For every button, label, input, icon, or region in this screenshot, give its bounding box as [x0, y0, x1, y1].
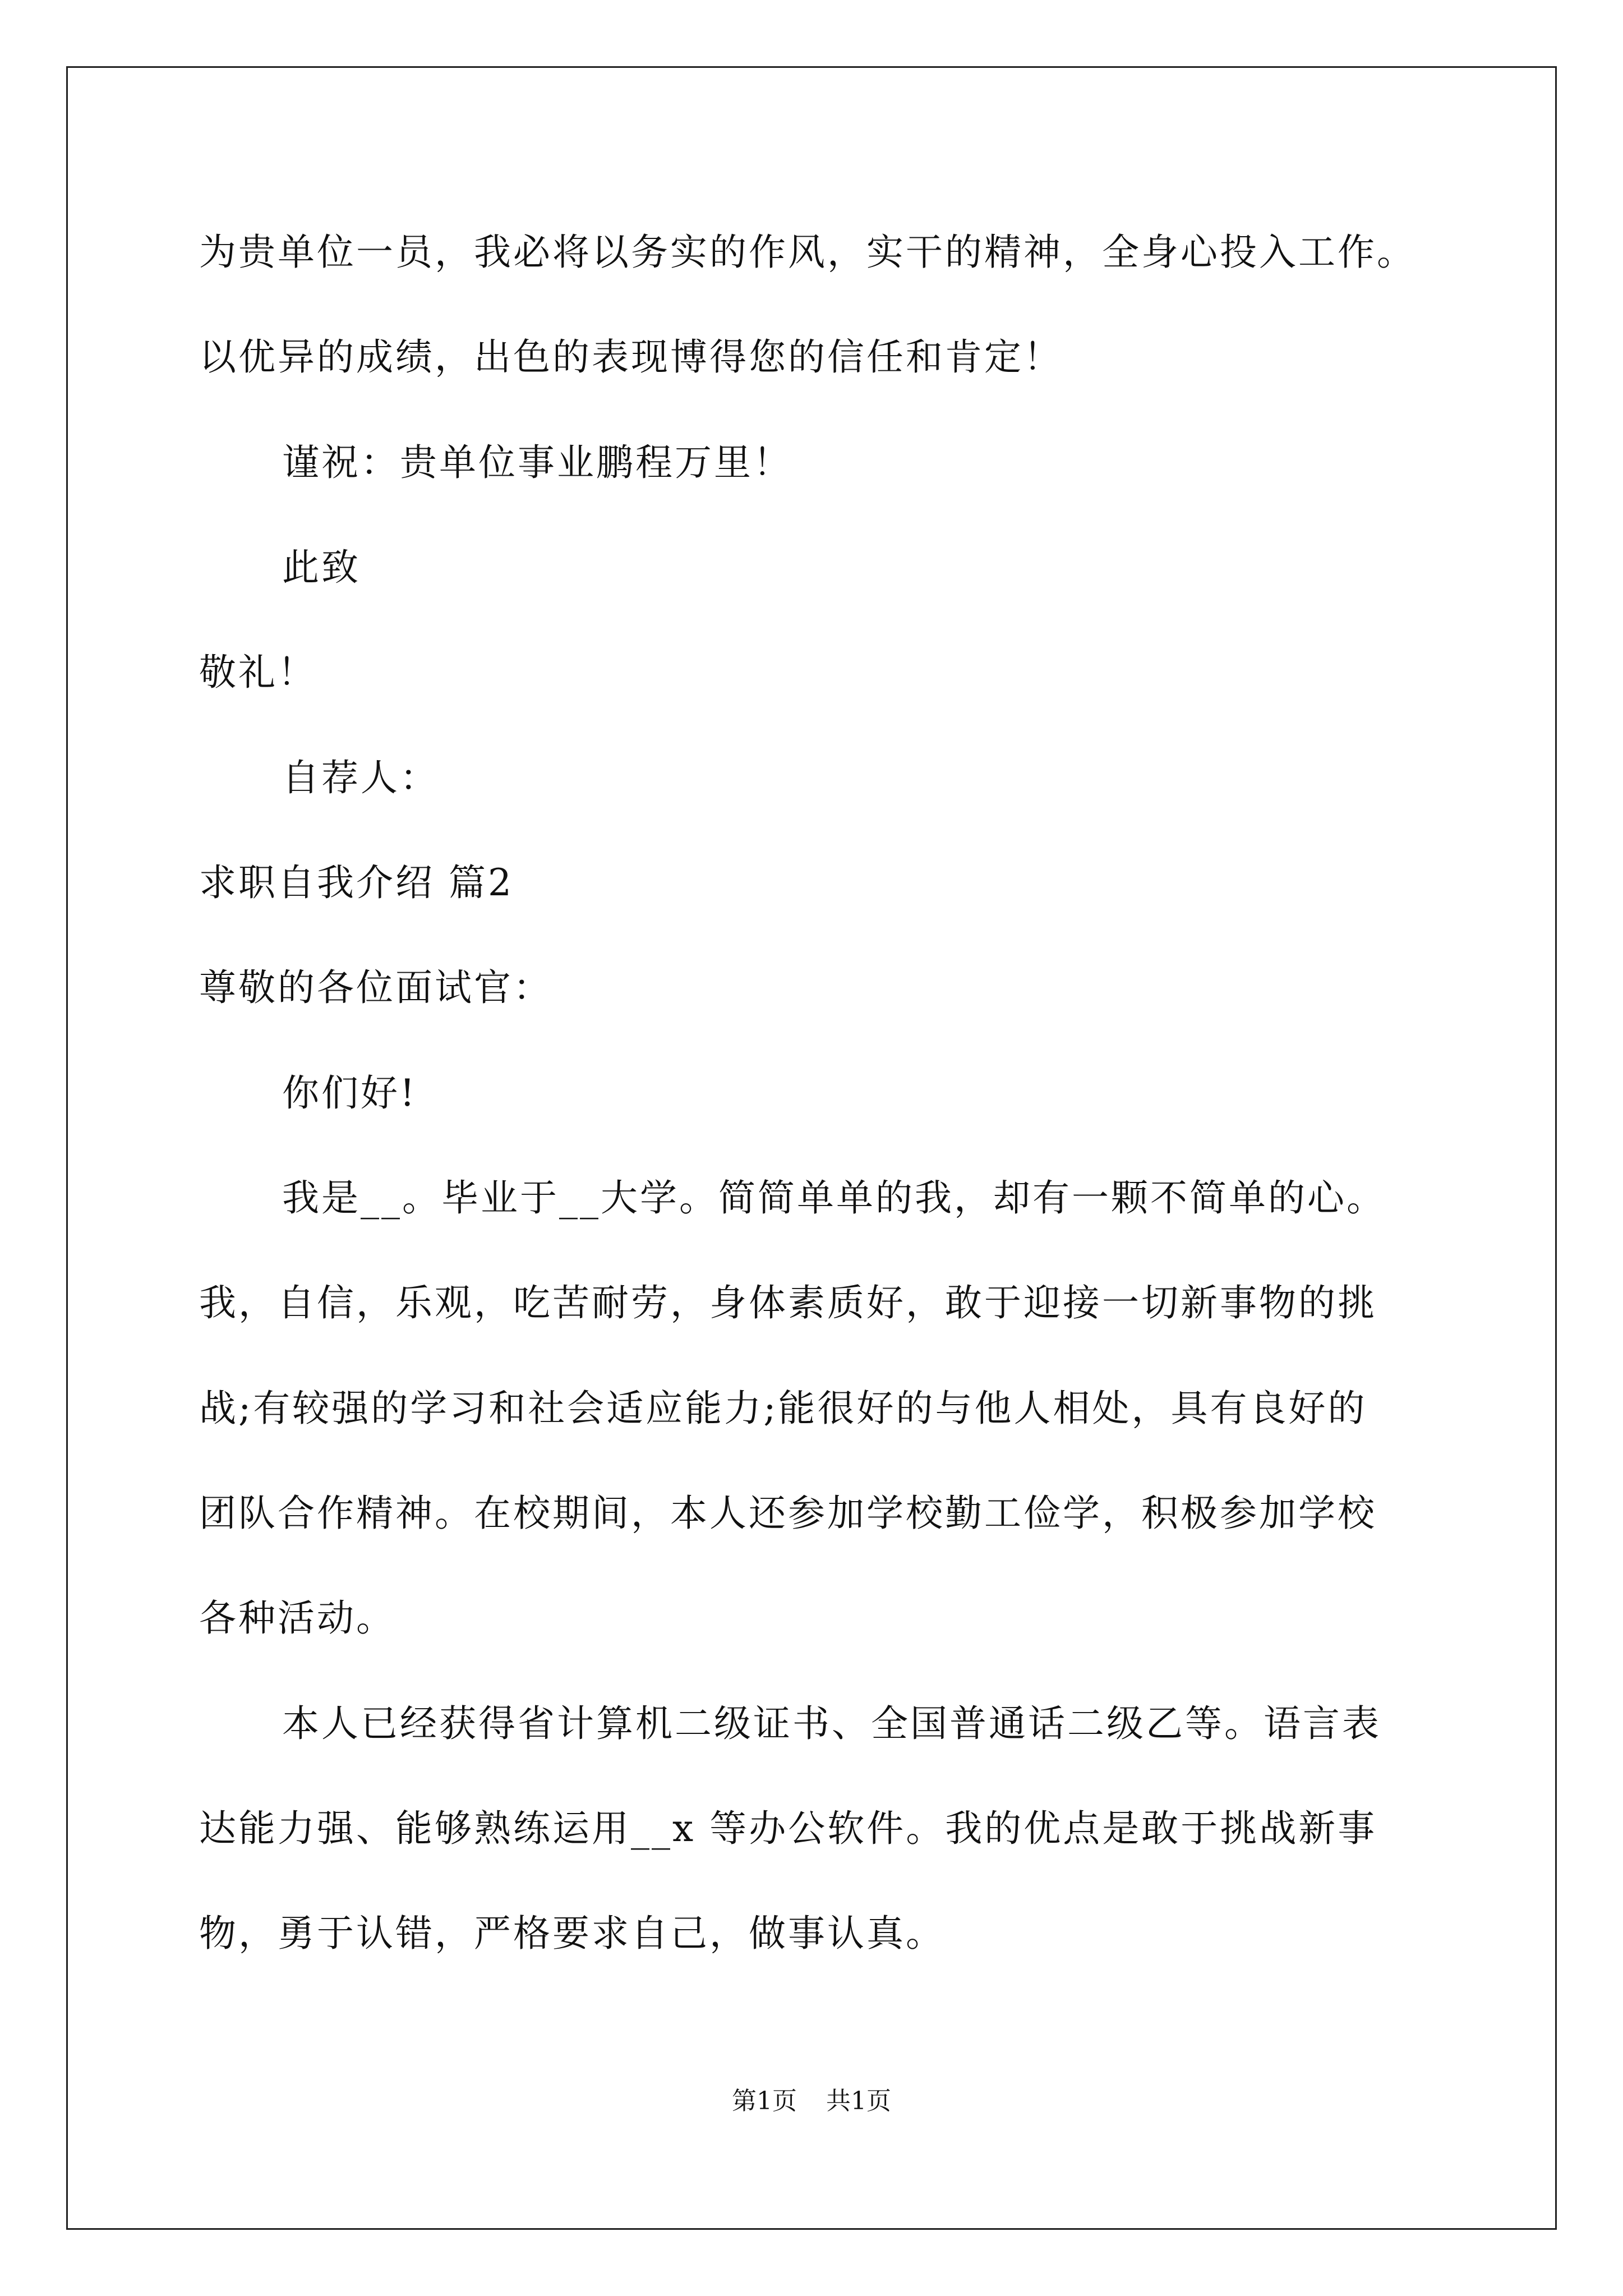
text-line: 以优异的成绩，出色的表现博得您的信任和肯定！ [199, 335, 1063, 379]
text-line: 团队合作精神。在校期间，本人还参加学校勤工俭学，积极参加学校 [199, 1492, 1377, 1535]
text-line: 你们好! [282, 1071, 417, 1115]
section-heading: 求职自我介绍 篇2 [199, 861, 514, 904]
text-line: 谨祝：贵单位事业鹏程万里！ [282, 441, 792, 484]
text-line: 本人已经获得省计算机二级证书、全国普通话二级乙等。语言表 [282, 1702, 1381, 1745]
page-footer [0, 2086, 1623, 2117]
text-line: 自荐人： [282, 756, 439, 799]
page-total: 共1页 [826, 2087, 891, 2115]
text-line: 达能力强、能够熟练运用__x 等办公软件。我的优点是敢于挑战新事 [199, 1807, 1377, 1850]
text-line: 我是__。毕业于__大学。简简单单的我，却有一颗不简单的心。 [282, 1176, 1386, 1220]
text-line: 各种活动。 [199, 1596, 395, 1640]
text-line: 战;有较强的学习和社会适应能力;能很好的与他人相处，具有良好的 [199, 1387, 1367, 1430]
text-line: 敬礼！ [199, 651, 317, 694]
text-line: 为贵单位一员，我必将以务实的作风，实干的精神，全身心投入工作。 [199, 231, 1416, 274]
text-line: 我，自信，乐观，吃苦耐劳，身体素质好，敢于迎接一切新事物的挑 [199, 1281, 1377, 1324]
page-border [66, 66, 1557, 2230]
text-line: 尊敬的各位面试官： [199, 966, 552, 1009]
text-line: 物，勇于认错，严格要求自己，做事认真。 [199, 1912, 945, 1955]
page-number: 第1页 [732, 2087, 797, 2115]
text-line: 此致 [282, 546, 361, 589]
